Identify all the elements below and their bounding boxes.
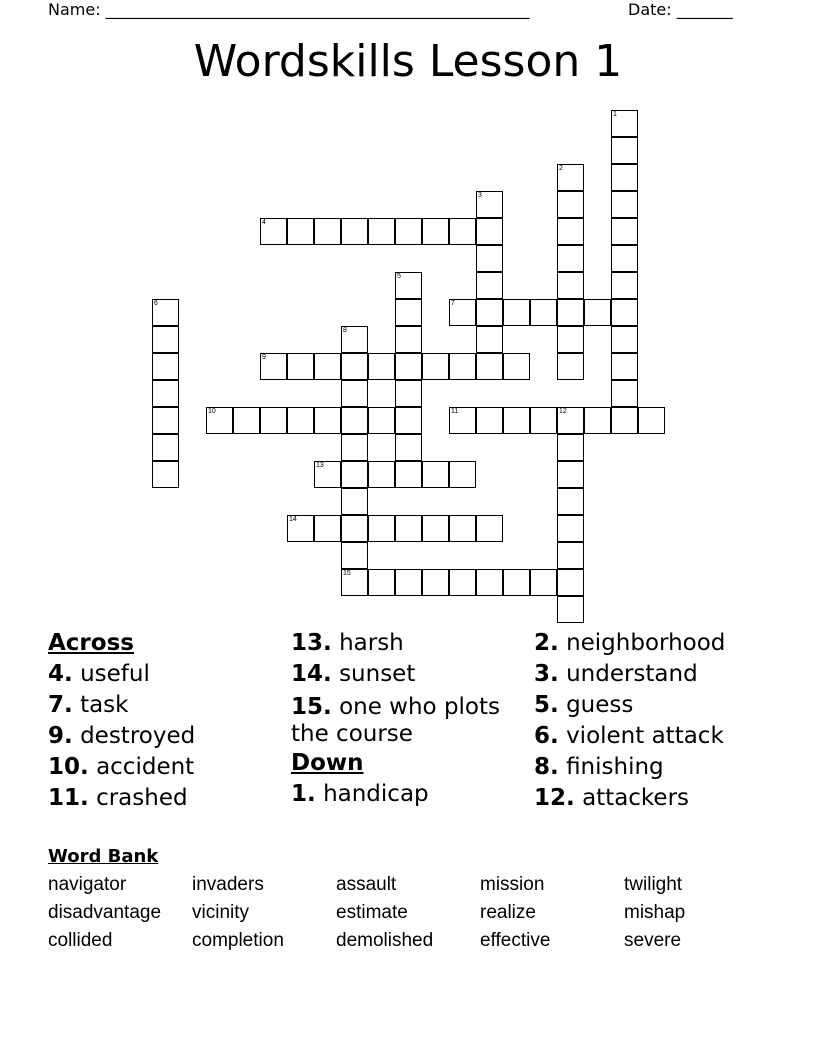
grid-cell[interactable] [449, 569, 476, 596]
clue-across-9: 9. destroyed [48, 723, 196, 749]
grid-cell[interactable] [449, 353, 476, 380]
grid-cell[interactable] [341, 380, 368, 407]
grid-cell[interactable] [341, 569, 368, 596]
word-bank-item: collided [48, 930, 113, 951]
word-bank-item: invaders [192, 874, 264, 895]
clue-across-11: 11. crashed [48, 785, 188, 811]
grid-cell[interactable] [368, 218, 395, 245]
grid-cell[interactable] [611, 380, 638, 407]
grid-cell[interactable] [206, 407, 233, 434]
clue-down-12: 12. attackers [534, 785, 690, 811]
grid-cell[interactable] [368, 407, 395, 434]
grid-cell[interactable] [395, 407, 422, 434]
grid-cell[interactable] [314, 218, 341, 245]
grid-cell[interactable] [152, 299, 179, 326]
grid-cell[interactable] [557, 353, 584, 380]
word-bank-item: completion [192, 930, 284, 951]
word-bank-item: twilight [624, 874, 683, 895]
grid-cell[interactable] [557, 569, 584, 596]
grid-cell[interactable] [557, 434, 584, 461]
clue-down-3: 3. understand [534, 661, 698, 687]
grid-cell[interactable] [395, 380, 422, 407]
grid-cell[interactable] [530, 407, 557, 434]
grid-cell[interactable] [395, 569, 422, 596]
across-heading: Across [48, 630, 134, 656]
clue-number: 9 [262, 354, 266, 361]
clue-across-7: 7. task [48, 692, 129, 718]
grid-cell[interactable] [611, 326, 638, 353]
grid-cell[interactable] [341, 434, 368, 461]
grid-cell[interactable] [395, 353, 422, 380]
grid-cell[interactable] [557, 272, 584, 299]
grid-cell[interactable] [449, 515, 476, 542]
grid-cell[interactable] [341, 353, 368, 380]
grid-cell[interactable] [557, 326, 584, 353]
grid-cell[interactable] [557, 245, 584, 272]
grid-cell[interactable] [503, 353, 530, 380]
clue-across-10: 10. accident [48, 754, 195, 780]
clue-number: 11 [451, 408, 459, 415]
grid-cell[interactable] [260, 407, 287, 434]
grid-cell[interactable] [449, 299, 476, 326]
grid-cell[interactable] [611, 299, 638, 326]
grid-cell[interactable] [476, 272, 503, 299]
grid-cell[interactable] [395, 326, 422, 353]
word-bank-item: demolished [336, 930, 434, 951]
grid-cell[interactable] [611, 245, 638, 272]
grid-cell[interactable] [260, 218, 287, 245]
down-heading: Down [291, 750, 364, 776]
grid-cell[interactable] [611, 191, 638, 218]
grid-cell[interactable] [611, 164, 638, 191]
grid-cell[interactable] [422, 569, 449, 596]
clue-down-2: 2. neighborhood [534, 630, 726, 656]
word-bank-item: vicinity [192, 902, 250, 923]
grid-cell[interactable] [341, 515, 368, 542]
clue-number: 13 [316, 462, 324, 469]
grid-cell[interactable] [287, 407, 314, 434]
grid-cell[interactable] [611, 353, 638, 380]
clues-column-3 [534, 628, 794, 814]
grid-cell[interactable] [341, 542, 368, 569]
grid-cell[interactable] [341, 488, 368, 515]
grid-cell[interactable] [638, 407, 665, 434]
grid-cell[interactable] [368, 569, 395, 596]
grid-cell[interactable] [503, 299, 530, 326]
word-bank-item: mission [480, 874, 545, 895]
grid-cell[interactable] [395, 272, 422, 299]
grid-cell[interactable] [395, 461, 422, 488]
word-bank-item: realize [480, 902, 536, 923]
grid-cell[interactable] [476, 218, 503, 245]
grid-cell[interactable] [152, 326, 179, 353]
page-title: Wordskills Lesson 1 [193, 36, 623, 87]
grid-cell[interactable] [476, 191, 503, 218]
name-field-label: Name: _____________________________________________________ [48, 0, 530, 19]
clue-across-15: 15. one who plots the course [291, 694, 501, 747]
grid-cell[interactable] [314, 461, 341, 488]
clue-number: 8 [343, 327, 347, 334]
grid-cell[interactable] [368, 515, 395, 542]
grid-cell[interactable] [530, 299, 557, 326]
clue-down-6: 6. violent attack [534, 723, 724, 749]
word-bank-item: mishap [624, 902, 686, 923]
clue-number: 4 [262, 219, 266, 226]
grid-cell[interactable] [422, 461, 449, 488]
clue-number: 14 [289, 516, 297, 523]
grid-cell[interactable] [395, 434, 422, 461]
grid-cell[interactable] [341, 326, 368, 353]
grid-cell[interactable] [314, 515, 341, 542]
grid-cell[interactable] [584, 407, 611, 434]
grid-cell[interactable] [341, 407, 368, 434]
grid-cell[interactable] [611, 110, 638, 137]
grid-cell[interactable] [503, 569, 530, 596]
grid-cell[interactable] [152, 407, 179, 434]
grid-cell[interactable] [449, 407, 476, 434]
grid-cell[interactable] [476, 299, 503, 326]
grid-cell[interactable] [557, 542, 584, 569]
grid-cell[interactable] [611, 407, 638, 434]
grid-cell[interactable] [233, 407, 260, 434]
grid-cell[interactable] [611, 218, 638, 245]
clue-across-14: 14. sunset [291, 661, 416, 687]
grid-cell[interactable] [449, 461, 476, 488]
grid-cell[interactable] [530, 569, 557, 596]
grid-cell[interactable] [611, 272, 638, 299]
grid-cell[interactable] [395, 299, 422, 326]
clues-column-2 [291, 628, 521, 810]
grid-cell[interactable] [476, 569, 503, 596]
grid-cell[interactable] [503, 407, 530, 434]
grid-cell[interactable] [314, 353, 341, 380]
grid-cell[interactable] [557, 461, 584, 488]
grid-cell[interactable] [557, 407, 584, 434]
word-bank-item: estimate [336, 902, 408, 923]
clue-down-5: 5. guess [534, 692, 634, 718]
grid-cell[interactable] [152, 461, 179, 488]
clue-across-4: 4. useful [48, 661, 150, 687]
clues-column-1 [48, 628, 278, 814]
grid-cell[interactable] [341, 461, 368, 488]
grid-cell[interactable] [476, 407, 503, 434]
grid-cell[interactable] [287, 218, 314, 245]
word-bank-item: assault [336, 874, 397, 895]
grid-cell[interactable] [422, 515, 449, 542]
grid-cell[interactable] [287, 515, 314, 542]
clue-number: 5 [397, 273, 401, 280]
grid-cell[interactable] [476, 326, 503, 353]
clue-number: 2 [559, 165, 563, 172]
grid-cell[interactable] [152, 434, 179, 461]
grid-cell[interactable] [368, 461, 395, 488]
grid-cell[interactable] [341, 218, 368, 245]
grid-cell[interactable] [557, 299, 584, 326]
clue-down-8: 8. finishing [534, 754, 664, 780]
clue-number: 10 [208, 408, 216, 415]
grid-cell[interactable] [557, 191, 584, 218]
word-bank-item: severe [624, 930, 682, 951]
clue-down-1: 1. handicap [291, 781, 429, 807]
grid-cell[interactable] [422, 353, 449, 380]
grid-cell[interactable] [152, 380, 179, 407]
word-bank-item: effective [480, 930, 551, 951]
grid-cell[interactable] [476, 515, 503, 542]
clue-number: 15 [343, 570, 351, 577]
grid-cell[interactable] [260, 353, 287, 380]
clue-number: 6 [154, 300, 158, 307]
grid-cell[interactable] [557, 488, 584, 515]
clue-across-13: 13. harsh [291, 630, 404, 656]
grid-cell[interactable] [611, 137, 638, 164]
word-bank-item: navigator [48, 874, 127, 895]
clue-number: 7 [451, 300, 455, 307]
grid-cell[interactable] [395, 218, 422, 245]
word-bank-title: Word Bank [48, 846, 159, 867]
grid-cell[interactable] [314, 407, 341, 434]
date-field-label: Date: _______ [628, 0, 733, 19]
clue-number: 1 [613, 111, 617, 118]
grid-cell[interactable] [152, 353, 179, 380]
grid-cell[interactable] [557, 515, 584, 542]
clue-number: 3 [478, 192, 482, 199]
grid-cell[interactable] [368, 353, 395, 380]
grid-cell[interactable] [449, 218, 476, 245]
word-bank-item: disadvantage [48, 902, 162, 923]
grid-cell[interactable] [287, 353, 314, 380]
clue-number: 12 [559, 408, 567, 415]
grid-cell[interactable] [557, 164, 584, 191]
grid-cell[interactable] [584, 299, 611, 326]
grid-cell[interactable] [395, 515, 422, 542]
grid-cell[interactable] [557, 596, 584, 623]
grid-cell[interactable] [422, 218, 449, 245]
grid-cell[interactable] [476, 353, 503, 380]
grid-cell[interactable] [476, 245, 503, 272]
grid-cell[interactable] [557, 218, 584, 245]
